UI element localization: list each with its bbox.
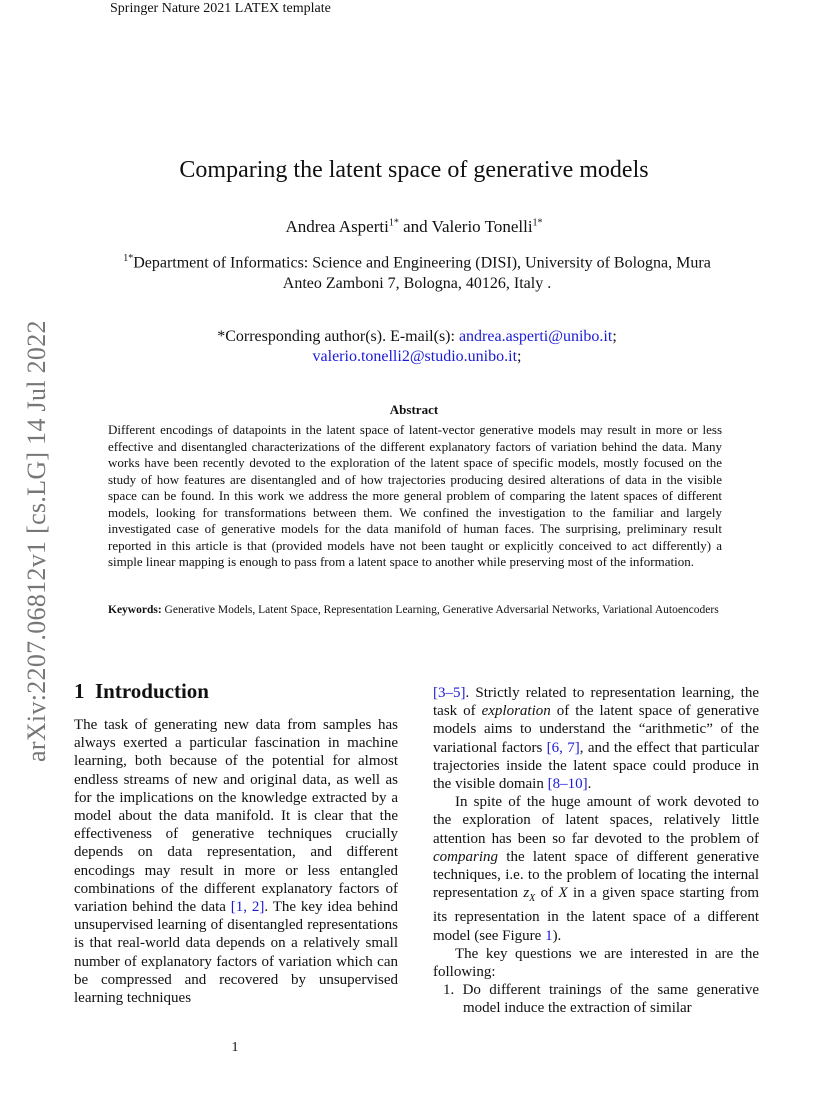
intro-paragraph-3: The key questions we are interested in are the following: xyxy=(433,945,759,981)
text-run: . Strictly related to representation learning, the task of xyxy=(433,685,759,720)
affiliation-text: Department of Informatics: Science and Engineering (DISI), University of Bologna, Mura Anteo Zamboni 7, Bologna, 40126, Italy . xyxy=(133,254,711,293)
text-run: of the latent space of generative models aims to understand the “arithmetic” of the variational factors xyxy=(433,703,759,756)
author-2-mark: 1* xyxy=(532,217,543,229)
citation-link[interactable]: [3–5] xyxy=(433,685,466,701)
math-symbol: z xyxy=(523,885,530,902)
emphasis: comparing xyxy=(433,848,498,865)
text-run: The task of generating new data from samples has always exerted a particular fascination in machine learning, both because of the potential for almost endless streams of new and original data, as well as for the implications on the knowledge extracted by a model about the data manifold. It is clear that the effectiveness of generative techniques crucially depends on data representation, and different encodings may result in more or less entangled combinations of the different explanatory factors of variation behind the data xyxy=(74,717,398,916)
emphasis: exploration xyxy=(481,703,551,720)
section-number: 1 xyxy=(74,679,85,703)
text-run: ). xyxy=(552,927,562,944)
author-1-mark: 1* xyxy=(388,217,399,229)
text-run: In spite of the huge amount of work devoted to the exploration of latent spaces, relatively little attention has been so far devoted to the problem of xyxy=(433,794,759,847)
author-list xyxy=(0,217,828,237)
left-column xyxy=(74,716,398,1007)
email-separator-1: ; xyxy=(612,328,617,345)
text-run: in a given space starting from its representation in the latent space of a different model (see Figure xyxy=(433,885,759,944)
citation-link[interactable]: [6, 7] xyxy=(546,739,580,756)
correspondence-prefix: *Corresponding author(s). E-mail(s): xyxy=(217,328,459,345)
figure-link[interactable]: 1 xyxy=(545,927,553,944)
math-subscript: X xyxy=(529,893,536,905)
math-symbol: X xyxy=(558,885,568,902)
citation-link[interactable]: [8–10] xyxy=(547,776,588,793)
text-run: of xyxy=(535,885,559,902)
running-header: Springer Nature 2021 LATEX template xyxy=(110,1,331,16)
intro-paragraph-1-cont xyxy=(433,684,759,793)
text-run: . xyxy=(587,776,592,793)
text-run: , and the effect that particular trajectories inside the latent space could produce in the visible domain xyxy=(433,739,759,793)
abstract-heading: Abstract xyxy=(389,402,439,417)
email-separator-2: ; xyxy=(517,348,522,365)
text-run: . The key idea behind unsupervised learning of disentangled representations is that real-world data depends on a relatively small number of explanatory factors of variation which can be compressed and recovered by unsupervised learning techniques xyxy=(74,899,398,1007)
paper-title: Comparing the latent space of generative models xyxy=(179,157,649,183)
citation-link[interactable]: [1, 2] xyxy=(230,899,265,916)
correspondence xyxy=(107,327,727,367)
keywords-label: Keywords: xyxy=(108,604,162,616)
affiliation-mark: 1* xyxy=(123,253,134,264)
right-column xyxy=(433,684,759,1018)
keywords xyxy=(108,603,722,618)
abstract-body: Different encodings of datapoints in the latent space of latent-vector generative models may result in more or less effective and disentangled characterizations of the different explanatory factors of variation behind the data. Many works have been recently devoted to the exploration of the latent space of specific models, mostly focused on the study of how features are disentangled and of how trajectories producing desired alterations of data in the visible space can be found. In this work we address the more general problem of comparing the latent spaces of different models, looking for transformations between them. We confined the investigation to the familiar and largely investigated case of generative models for the data manifold of human faces. The surprising, preliminary result reported in this article is that (provided models have not been taught or explicitly conceived to act differently) a simple linear mapping is enough to pass from a latent space to another while preserving most of the information. xyxy=(108,422,722,569)
arxiv-identifier[interactable]: arXiv:2207.06812v1 [cs.LG] 14 Jul 2022 xyxy=(22,320,51,762)
author-2: Valerio Tonelli xyxy=(431,217,533,236)
section-heading xyxy=(74,679,209,704)
list-item: 1. Do different trainings of the same generative model induce the extraction of similar xyxy=(443,982,759,1017)
affiliation xyxy=(107,248,727,294)
email-link-2[interactable]: valerio.tonelli2@studio.unibo.it xyxy=(312,348,518,365)
author-conjunction: and xyxy=(398,217,432,236)
intro-paragraph-1 xyxy=(74,716,398,1007)
text-run: the latent space of different generative techniques, i.e. to the problem of locating the internal representation xyxy=(433,848,759,902)
page-number: 1 xyxy=(231,1040,239,1055)
section-title: Introduction xyxy=(95,679,209,703)
keywords-text: Generative Models, Latent Space, Representation Learning, Generative Adversarial Networks, Variational Autoencoders xyxy=(161,604,719,616)
email-link-1[interactable]: andrea.asperti@unibo.it xyxy=(458,328,613,345)
intro-paragraph-2 xyxy=(433,793,759,945)
author-1: Andrea Asperti xyxy=(285,217,389,236)
